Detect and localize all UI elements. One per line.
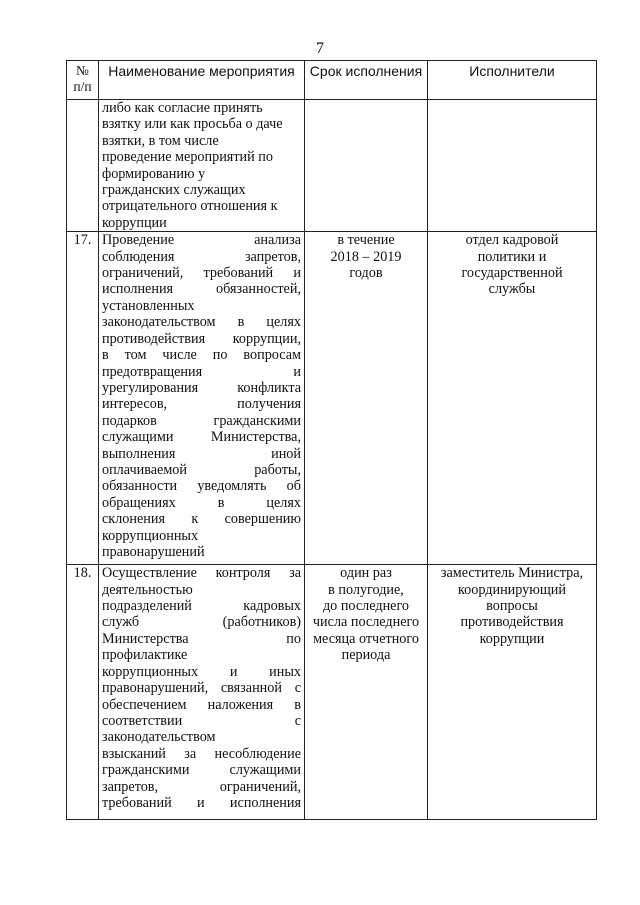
text-line: в том числе по вопросам bbox=[102, 347, 301, 364]
text-line: правонарушений, связанной с bbox=[102, 680, 301, 697]
text-line: соблюдения запретов, bbox=[102, 248, 301, 265]
text-line: служащими Министерства, bbox=[102, 429, 301, 446]
text-line: склонения к совершению bbox=[102, 511, 301, 528]
text-line: оплачиваемой работы, bbox=[102, 461, 301, 478]
text-line: профилактике bbox=[102, 647, 188, 664]
text-line: требований и исполнения bbox=[102, 794, 301, 811]
text-line: координирующий bbox=[458, 581, 566, 598]
text-line: политики и bbox=[477, 248, 547, 265]
text-line: отрицательного отношения к bbox=[102, 198, 278, 215]
text-line: либо как согласие принять bbox=[102, 100, 263, 116]
text-line: обязанности уведомлять об bbox=[102, 478, 301, 495]
text-line: выполнения иной bbox=[102, 445, 301, 462]
text-line: государственной bbox=[461, 265, 563, 282]
text-line: служб (работников) bbox=[102, 614, 301, 631]
text-line: правонарушений bbox=[102, 543, 205, 560]
text-line: противодействия bbox=[460, 614, 564, 631]
text-line: взысканий за несоблюдение bbox=[102, 745, 301, 762]
text-line: вопросы bbox=[486, 598, 538, 615]
cell-term bbox=[305, 565, 428, 820]
text-line: законодательством в целях bbox=[102, 314, 301, 331]
text-line: предотвращения и bbox=[102, 363, 301, 380]
text-line: коррупции bbox=[479, 630, 545, 647]
text-line: гражданских служащих bbox=[102, 182, 246, 199]
text-line: Осуществление контроля за bbox=[102, 565, 301, 582]
text-line: Проведение анализа bbox=[102, 232, 301, 249]
table-row-continuation bbox=[67, 100, 597, 232]
text-line: отдел кадровой bbox=[465, 232, 559, 249]
header-number bbox=[67, 61, 99, 100]
text-line: формированию у bbox=[102, 165, 206, 182]
cell-executors bbox=[428, 565, 597, 820]
text-line: в полугодие, bbox=[328, 581, 404, 598]
text-line: подразделений кадровых bbox=[102, 598, 301, 615]
table-row-17 bbox=[67, 232, 597, 565]
text-line: коррупционных и иных bbox=[102, 663, 301, 680]
header-name: Наименование мероприятия bbox=[99, 61, 305, 100]
text-line: урегулирования конфликта bbox=[102, 379, 301, 396]
text-line: противодействия коррупции, bbox=[102, 330, 301, 347]
text-line: месяца отчетного bbox=[313, 630, 419, 647]
text-line: установленных bbox=[102, 297, 195, 314]
text-line: Министерства по bbox=[102, 630, 301, 647]
text-line: соответствии с bbox=[102, 712, 301, 729]
text-line: до последнего bbox=[322, 598, 410, 615]
cell-executors bbox=[428, 232, 597, 565]
text-line: числа последнего bbox=[312, 614, 420, 631]
text-line: службы bbox=[488, 281, 536, 298]
text-line: один раз bbox=[340, 565, 392, 582]
cell-number bbox=[67, 100, 99, 232]
text-line: деятельностью bbox=[102, 581, 193, 598]
text-line: подарков гражданскими bbox=[102, 412, 301, 429]
text-line: исполнения обязанностей, bbox=[102, 281, 301, 298]
text-line: 2018 – 2019 bbox=[330, 248, 402, 265]
cell-number: 17. bbox=[67, 232, 99, 565]
page-number: 7 bbox=[316, 40, 324, 57]
text-line: обеспечением наложения в bbox=[102, 696, 301, 713]
cell-name bbox=[99, 100, 305, 232]
cell-term bbox=[305, 100, 428, 232]
text-line: законодательством bbox=[102, 729, 216, 746]
cell-executors bbox=[428, 100, 597, 232]
header-number-label: № п/п bbox=[73, 63, 92, 94]
cell-term bbox=[305, 232, 428, 565]
cell-name bbox=[99, 232, 305, 565]
text-line: обращениях в целях bbox=[102, 494, 301, 511]
text-line: интересов, получения bbox=[102, 396, 301, 413]
text-line: периода bbox=[341, 647, 391, 664]
cell-name bbox=[99, 565, 305, 820]
text-line: гражданскими служащими bbox=[102, 762, 301, 779]
text-line: ограничений, требований и bbox=[102, 265, 301, 282]
text-line: годов bbox=[349, 265, 383, 282]
cell-number: 18. bbox=[67, 565, 99, 820]
text-line: проведение мероприятий по bbox=[102, 149, 273, 166]
header-executors: Исполнители bbox=[428, 61, 597, 100]
text-line: запретов, ограничений, bbox=[102, 778, 301, 795]
measures-table bbox=[66, 60, 597, 820]
text-line: коррупционных bbox=[102, 527, 199, 544]
table-header-row bbox=[67, 61, 597, 100]
header-term: Срок исполнения bbox=[305, 61, 428, 100]
text-line: взятку или как просьба о даче bbox=[102, 116, 283, 133]
table-row-18 bbox=[67, 565, 597, 820]
text-line: в течение bbox=[337, 232, 395, 249]
text-line: взятки, в том числе bbox=[102, 132, 219, 149]
text-line: коррупции bbox=[102, 214, 167, 231]
text-line: заместитель Министра, bbox=[440, 565, 584, 582]
